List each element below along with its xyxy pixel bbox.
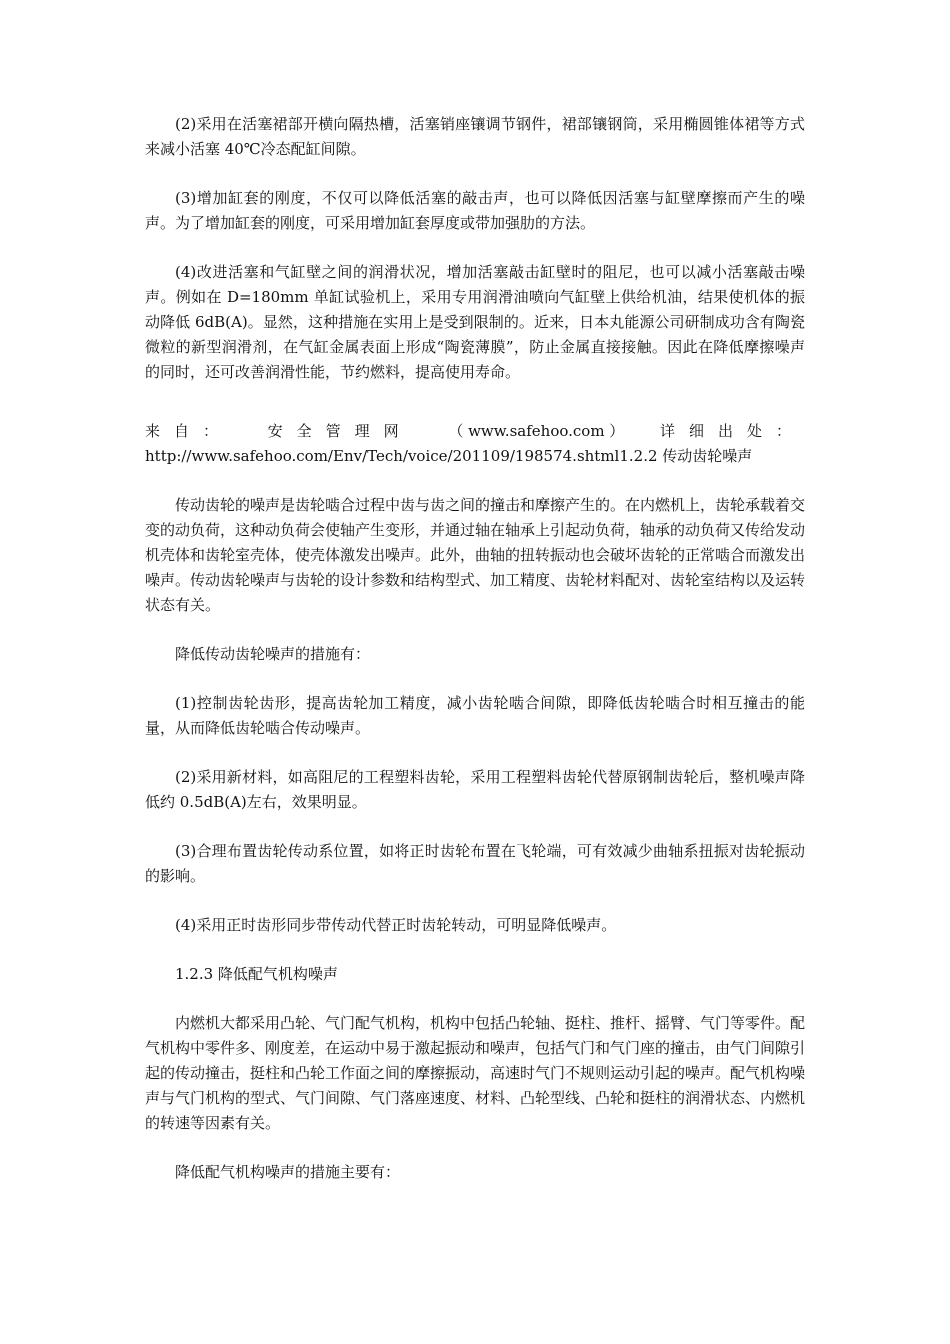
paragraph-gear-noise: 传动齿轮的噪声是齿轮啮合过程中齿与齿之间的撞击和摩擦产生的。在内燃机上，齿轮承载着交变的动负荷，这种动负荷会使轴产生变形，并通过轴在轴承上引起动负荷，轴承的动负荷又传给发动机壳体和齿轮室壳体，使壳体激发出噪声。此外，曲轴的扭转振动也会破坏齿轮的正常啮合而激发出噪声。传动齿轮噪声与齿轮的设计参数和结构型式、加工精度、齿轮材料配对、齿轮室结构以及运转状态有关。 [145, 496, 806, 614]
source-detail-label: 详细出处： [659, 422, 805, 440]
source-line [145, 419, 805, 444]
paragraph-gear-measures-intro: 降低传动齿轮噪声的措施有： [175, 645, 371, 663]
paragraph-lubrication: (4)改进活塞和气缸壁之间的润滑状况，增加活塞敲击缸壁时的阻尼，也可以减小活塞敲击噪声。例如在 D=180mm 单缸试验机上，采用专用润滑油喷向气缸壁上供给机油，结果使机体的振动降低 6dB(A)。显然，这种措施在实用上是受到限制的。近来，日本丸能源公司研制成功含有陶瓷微粒的新型润滑剂，在气缸金属表面上形成“陶瓷薄膜”，防止金属直接接触。因此在降低摩擦噪声的同时，还可改善润滑性能，节约燃料，提高使用寿命。 [145, 263, 805, 381]
paragraph-piston-clearance: (2)采用在活塞裙部开横向隔热槽，活塞销座镶调节钢件，裙部镶钢筒，采用椭圆锥体裙等方式来减小活塞 40℃冷态配缸间隙。 [145, 115, 805, 158]
source-from-label: 来自： [145, 422, 233, 440]
section-heading-valve-noise: 1.2.3 降低配气机构噪声 [175, 965, 338, 983]
paragraph-valve-noise: 内燃机大都采用凸轮、气门配气机构，机构中包括凸轮轴、挺柱、推杆、摇臂、气门等零件。配气机构中零件多、刚度差，在运动中易于激起振动和噪声，包括气门和气门座的撞击，由气门间隙引起的传动撞击，挺柱和凸轮工作面之间的摩擦振动，高速时气门不规则运动引起的噪声。配气机构噪声与气门机构的型式、气门间隙、气门落座速度、材料、凸轮型线、凸轮和挺柱的润滑状态、内燃机的转速等因素有关。 [145, 1014, 806, 1132]
source-detail-url[interactable]: http://www.safehoo.com/Env/Tech/voice/201109/198574.shtml1.2.2 传动齿轮噪声 [145, 447, 753, 465]
paragraph-gear-measure-3: (3)合理布置齿轮传动系位置，如将正时齿轮布置在飞轮端，可有效减少曲轴系扭振对齿轮振动的影响。 [145, 842, 805, 885]
source-site-url[interactable]: （ www.safehoo.com ） [448, 422, 625, 440]
paragraph-gear-measure-1: (1)控制齿轮齿形，提高齿轮加工精度，减小齿轮啮合间隙，即降低齿轮啮合时相互撞击的能量，从而降低齿轮啮合传动噪声。 [145, 694, 805, 737]
source-citation [145, 419, 805, 469]
paragraph-gear-measure-4: (4)采用正时齿形同步带传动代替正时齿轮转动，可明显降低噪声。 [175, 916, 617, 934]
paragraph-gear-measure-2: (2)采用新材料，如高阻尼的工程塑料齿轮，采用工程塑料齿轮代替原钢制齿轮后，整机噪声降低约 0.5dB(A)左右，效果明显。 [145, 768, 805, 811]
document-page [145, 112, 805, 1209]
paragraph-liner-stiffness: (3)增加缸套的刚度，不仅可以降低活塞的敲击声，也可以降低因活塞与缸壁摩擦而产生的噪声。为了增加缸套的刚度，可采用增加缸套厚度或带加强肋的方法。 [145, 189, 805, 232]
source-site-name: 安全管理网 [267, 422, 413, 440]
paragraph-valve-measures-intro: 降低配气机构噪声的措施主要有： [175, 1163, 401, 1181]
